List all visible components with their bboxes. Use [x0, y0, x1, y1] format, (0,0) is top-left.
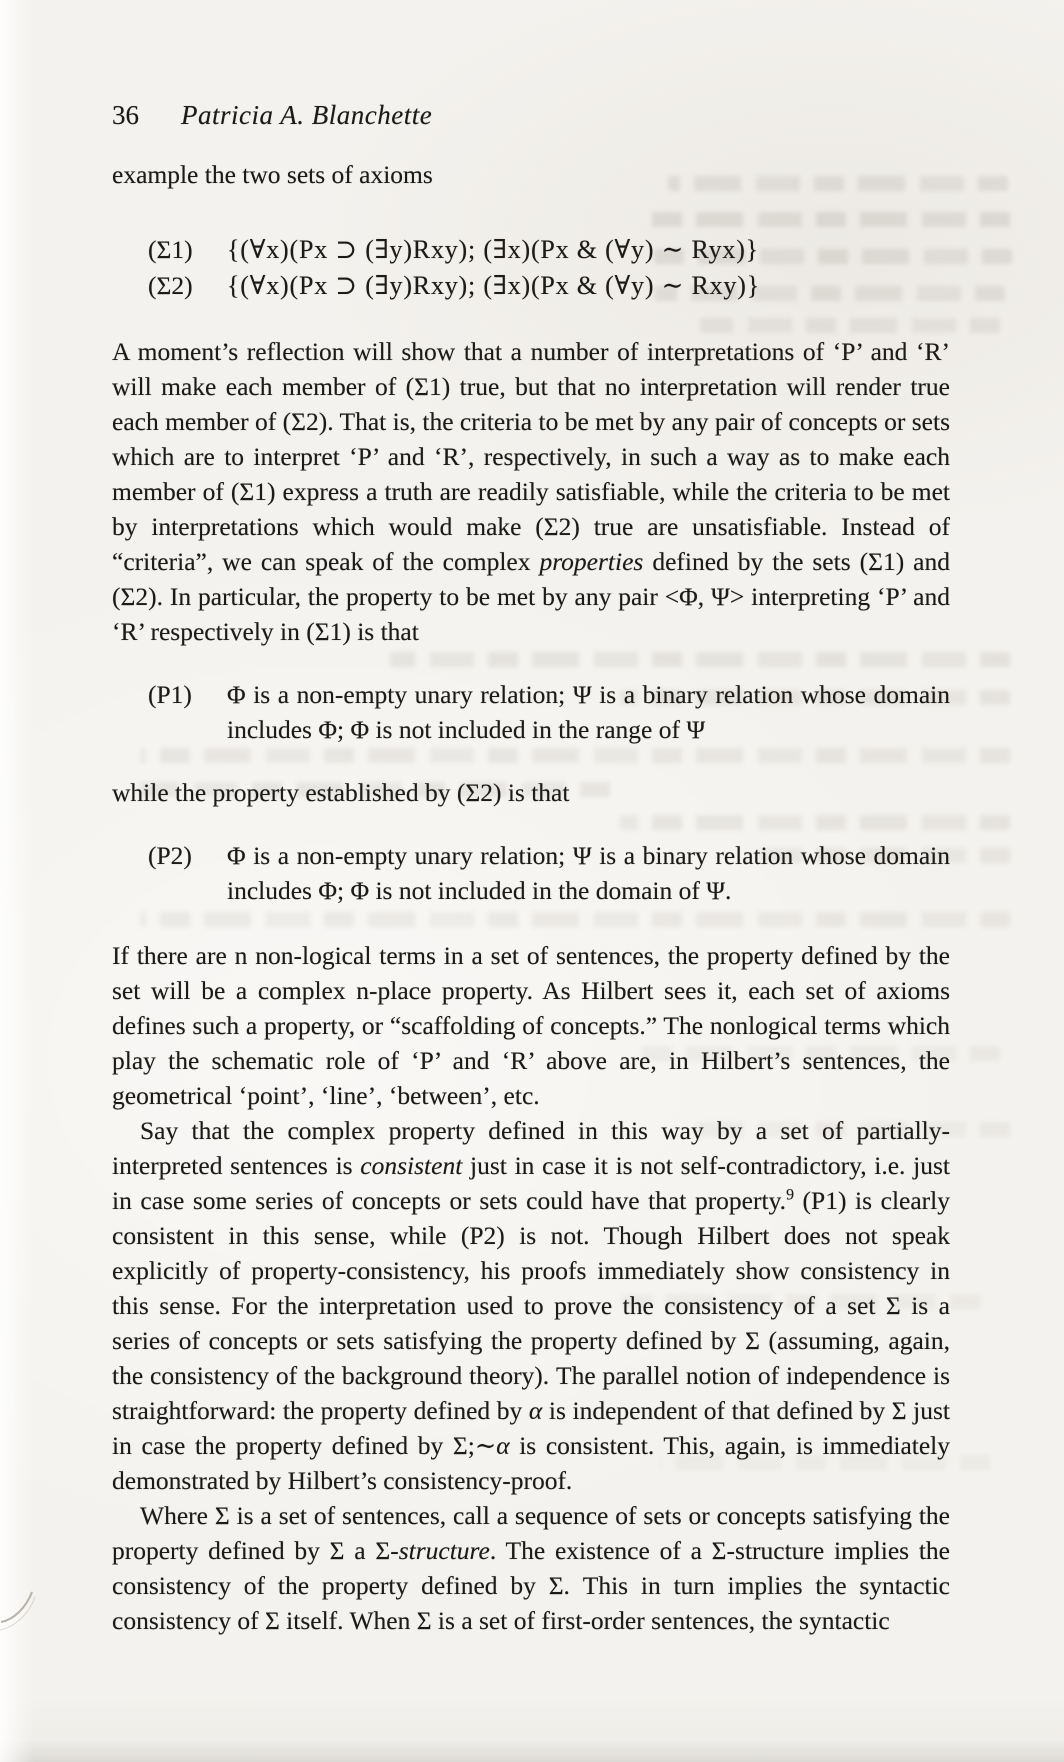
axiom-sigma1 [112, 232, 950, 268]
body-paragraph: Say that the complex property defined in this way by a set of partially-interpreted sentences is consistent just in case it is not self-contradictory, i.e. just in case some series of concepts or sets could have that property.$^9$ (P1) is clearly consistent in this sense, while (P2) is not. Though Hilbert does not speak explicitly of property-consistency, his proofs immediately show consistency in this sense. For the interpretation used to prove the consistency of a set Σ is a series of concepts or sets satisfying the property defined by Σ (assuming, again, the consistency of the background theory). The parallel notion of independence is straightforward: the property defined by α is independent of that defined by Σ just in case the property defined by Σ;∼α is consistent. This, again, is immediately demonstrated by Hilbert’s consistency-proof. [112, 1116, 950, 1495]
page-number: 36 [112, 100, 139, 130]
intro-line: example the two sets of axioms [112, 160, 433, 189]
axiom-label: (Σ2) [148, 271, 193, 300]
property-definition-p2 [112, 838, 950, 908]
property-label: (P1) [148, 680, 192, 709]
text-column [112, 0, 950, 1638]
property-text: Φ is a non-empty unary relation; Ψ is a binary relation whose domain includes Φ; Φ is not included in the range of Ψ [227, 680, 950, 744]
property-label: (P2) [148, 841, 192, 870]
bridge-line: while the property established by (Σ2) is that [112, 778, 570, 807]
body-paragraph: A moment’s reflection will show that a number of interpretations of ‘P’ and ‘R’ will make each member of (Σ1) true, but that no interpretation will render true each member of (Σ2). That is, the criteria to be met by any pair of concepts or sets which are to interpret ‘P’ and ‘R’, respectively, in such a way as to make each member of (Σ1) express a truth are readily satisfiable, while the criteria to be met by interpretations which would make (Σ2) true are unsatisfiable. Instead of “criteria”, we can speak of the complex properties defined by the sets (Σ1) and (Σ2). In particular, the property to be met by any pair <Φ, Ψ> interpreting ‘P’ and ‘R’ respectively in (Σ1) is that [112, 337, 950, 646]
page-curl-mark [0, 1572, 70, 1642]
body-paragraph: Where Σ is a set of sentences, call a sequence of sets or concepts satisfying the property defined by Σ a Σ-structure. The existence of a Σ-structure implies the consistency of the property defined by Σ. This in turn implies the syntactic consistency of Σ itself. When Σ is a set of first-order sentences, the syntactic [112, 1501, 951, 1635]
axiom-formula: {(∀x)(Px ⊃ (∃y)Rxy); (∃x)(Px & (∀y) ∼ Ryx)} [227, 235, 759, 264]
axiom-formula: {(∀x)(Px ⊃ (∃y)Rxy); (∃x)(Px & (∀y) ∼ Rxy)} [227, 271, 760, 300]
property-text: Φ is a non-empty unary relation; Ψ is a binary relation whose domain includes Φ; Φ is not included in the domain of Ψ. [227, 841, 950, 905]
body-paragraph: If there are n non-logical terms in a set of sentences, the property defined by the set will be a complex n-place property. As Hilbert sees it, each set of axioms defines such a property, or “scaffolding of concepts.” The nonlogical terms which play the schematic role of ‘P’ and ‘R’ above are, in Hilbert’s sentences, the geometrical ‘point’, ‘line’, ‘between’, etc. [112, 941, 950, 1110]
property-definition-p1 [112, 677, 950, 747]
axiom-sigma2 [112, 268, 950, 304]
axiom-label: (Σ1) [148, 235, 193, 264]
axiom-list [112, 232, 950, 304]
running-header [112, 98, 950, 133]
running-head-title: Patricia A. Blanchette [181, 100, 433, 130]
